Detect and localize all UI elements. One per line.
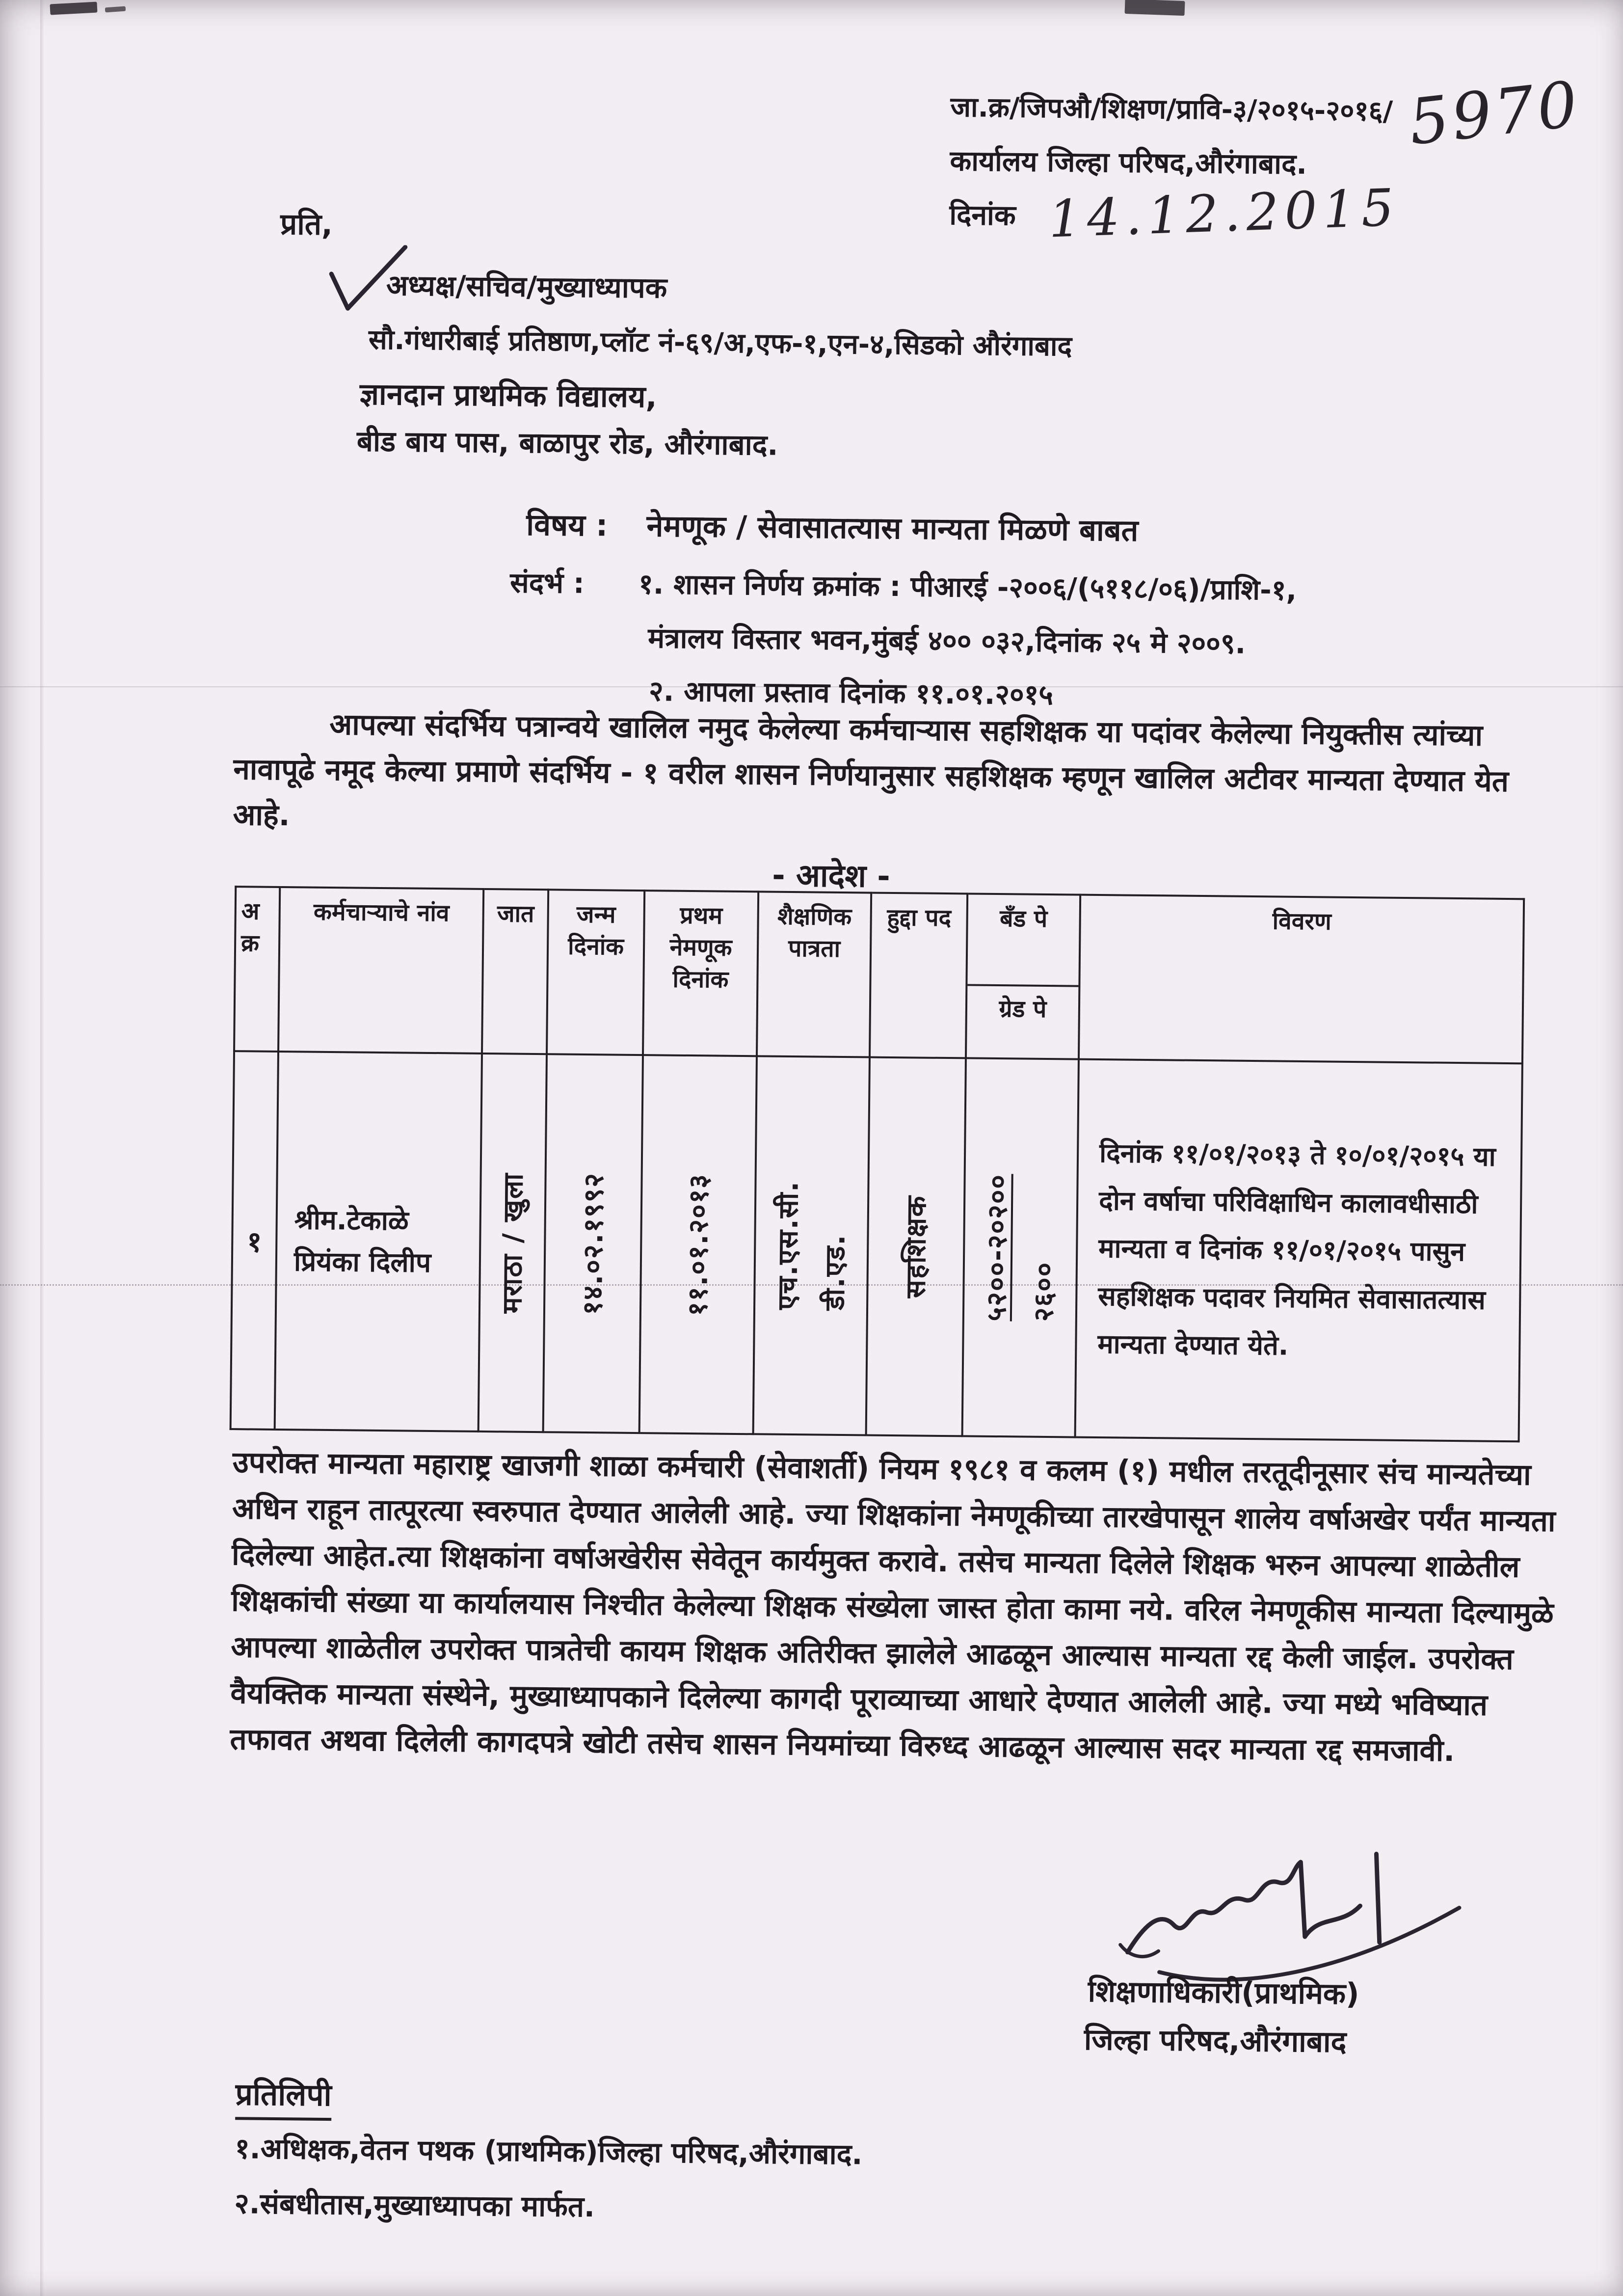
- reference-label: संदर्भ :: [509, 567, 585, 600]
- header-designation: हुद्दा पद: [870, 893, 967, 1058]
- table-header-row: [234, 887, 1524, 1063]
- reference-item2: २. आपला प्रस्ताव दिनांक ११.०१.२०१५: [648, 675, 1054, 712]
- signature-designation: शिक्षणाधिकारी(प्राथमिक): [1088, 1974, 1359, 2012]
- header-caste: जात: [482, 889, 548, 1054]
- subject-label: विषय :: [526, 507, 608, 543]
- cell-dob: [543, 1054, 643, 1433]
- cell-caste: [479, 1053, 547, 1432]
- header-pay: [966, 893, 1080, 1059]
- cell-pay: [962, 1058, 1079, 1437]
- order-table: [230, 886, 1525, 1442]
- cell-details: दिनांक ११/०१/२०१३ ते १०/०१/२०१५ या दोन वर्षाचा परिविक्षाधिन कालावधीसाठी मान्यता व दिनांक ११/०१/२०१५ पासुन सहशिक्षक पदावर नियमित सेवासातत्यास मान्यता देण्यात येते.: [1075, 1059, 1522, 1442]
- cell-first-appointment: [639, 1055, 757, 1434]
- reference-item1-line2: मंत्रालय विस्तार भवन,मुंबई ४०० ०३२,दिनांक २५ मे २००९.: [647, 622, 1246, 660]
- cell-name: श्रीम.टेकाळे प्रियंका दिलीप: [275, 1052, 482, 1432]
- letterhead-ref-line: जा.क्र/जिपऔ/शिक्षण/प्रावि-३/२०१५-२०१६/: [950, 91, 1393, 128]
- copies-item2: २.संबधीतास,मुख्याध्यापका मार्फत.: [234, 2187, 595, 2224]
- reference-item1-line1: १. शासन निर्णय क्रमांक : पीआरई -२००६/(५११८/०६)/प्राशि-१,: [638, 567, 1297, 607]
- recipient-line1: अध्यक्ष/सचिव/मुख्याध्यापक: [386, 269, 667, 305]
- cell-pay-text: [973, 1173, 1068, 1322]
- letterhead-office-line: कार्यालय जिल्हा परिषद,औरंगाबाद.: [950, 145, 1307, 181]
- cell-designation-text: सहशिक्षक: [900, 1195, 932, 1298]
- qualification-line2: डी.एड.: [819, 1234, 851, 1311]
- cell-qualification-text: [764, 1181, 859, 1311]
- recipient-line4: बीड बाय पास, बाळापुर रोड, औरंगाबाद.: [356, 424, 778, 462]
- header-name: कर्मचाऱ्याचे नांव: [278, 887, 483, 1053]
- header-first-appointment: प्रथम नेमणूक दिनांक: [643, 891, 758, 1056]
- subject-text: नेमणूक / सेवासातत्यास मान्यता मिळणे बाबत: [646, 509, 1139, 548]
- order-heading: - आदेश -: [772, 857, 891, 895]
- cell-grade-pay: २६००: [1027, 1261, 1060, 1322]
- body-paragraph: उपरोक्त मान्यता महाराष्ट्र खाजगी शाळा कर्मचारी (सेवाशर्ती) नियम १९८१ व कलम (१) मधील तरतूदीनूसार संच मान्यतेच्या अधिन राहून तात्पूरत्या स्वरुपात देण्यात आलेली आहे. ज्या शिक्षकांना नेमणूकीच्या तारखेपासून शालेय वर्षाअखेर पर्यंत मान्यता दिलेल्या आहेत.त्या शिक्षकांना वर्षाअखेरीस सेवेतून कार्यमुक्त करावे. तसेच मान्यता दिलेले शिक्षक भरुन आपल्या शाळेतील शिक्षकांची संख्या या कार्यालयास निश्चीत केलेल्या शिक्षक संख्येला जास्त होता कामा नये. वरिल नेमणूकीस मान्यता दिल्यामुळे आपल्या शाळेतील उपरोक्त पात्रतेची कायम शिक्षक अतिरीक्त झालेले आढळून आल्यास मान्यता रद्द केली जाईल. उपरोक्त वैयक्तिक मान्यता संस्थेने, मुख्याध्यापकाने दिलेल्या कागदी पूराव्याच्या आधारे देण्यात आलेली आहे. ज्या मध्ये भविष्यात तफावत अथवा दिलेली कागदपत्रे खोटी तसेच शासन नियमांच्या विरुध्द आढळून आल्यास सदर मान्यता रद्द समजावी.: [230, 1445, 1556, 1769]
- cell-designation: [866, 1057, 966, 1436]
- header-qualification: शैक्षणिक पात्रता: [757, 891, 871, 1057]
- letterhead-ref-number-handwritten: 5970: [1405, 67, 1584, 160]
- header-grade-pay: ग्रेड पे: [999, 995, 1047, 1023]
- copies-heading: प्रतिलिपी: [235, 2073, 332, 2121]
- signature-office: जिल्हा परिषद,औरंगाबाद: [1084, 2022, 1347, 2059]
- header-details: विवरण: [1079, 895, 1524, 1064]
- letterhead-date-handwritten: 14.12.2015: [1047, 177, 1401, 249]
- letterhead-date-label: दिनांक: [949, 199, 1016, 232]
- qualification-line1: एच.एस.सी.: [771, 1181, 804, 1310]
- intro-paragraph: आपल्या संदर्भिय पत्रान्वये खालिल नमुद केलेल्या कर्मचाऱ्यास सहशिक्षक या पदांवर केलेल्या नियुक्तीस त्यांच्या नावापूढे नमूद केल्या प्रमाणे संदर्भिय - १ वरील शासन निर्णयानुसार सहशिक्षक म्हणून खालिल अटीवर मान्यता देण्यात येत आहे.: [233, 707, 1509, 833]
- table-data-row: [231, 1051, 1522, 1441]
- cell-first-appointment-text: ११.०१.२०१३: [681, 1173, 715, 1316]
- recipient-line2: सौ.गंधारीबाई प्रतिष्ठाण,प्लॉट नं-६९/अ,एफ-१,एन-४,सिडको औरंगाबाद: [368, 324, 1072, 363]
- recipient-salutation: प्रति,: [280, 207, 333, 242]
- cell-dob-text: १४.०२.१९९२: [576, 1172, 610, 1315]
- recipient-line3: ज्ञानदान प्राथमिक विद्यालय,: [359, 377, 657, 415]
- cell-sr: १: [231, 1051, 278, 1430]
- cell-caste-text: मराठा / खुला: [496, 1172, 529, 1314]
- header-dob: जन्म दिनांक: [547, 890, 644, 1055]
- header-band-pay: बँड पे: [967, 894, 1079, 987]
- subject-line: [526, 503, 1139, 550]
- header-sr: अ क्र: [234, 887, 280, 1052]
- copies-item1: १.अधिक्षक,वेतन पथक (प्राथमिक)जिल्हा परिषद,औरंगाबाद.: [235, 2132, 863, 2171]
- cell-band-pay: ५२००-२०२००: [980, 1173, 1013, 1322]
- cell-qualification: [753, 1056, 870, 1435]
